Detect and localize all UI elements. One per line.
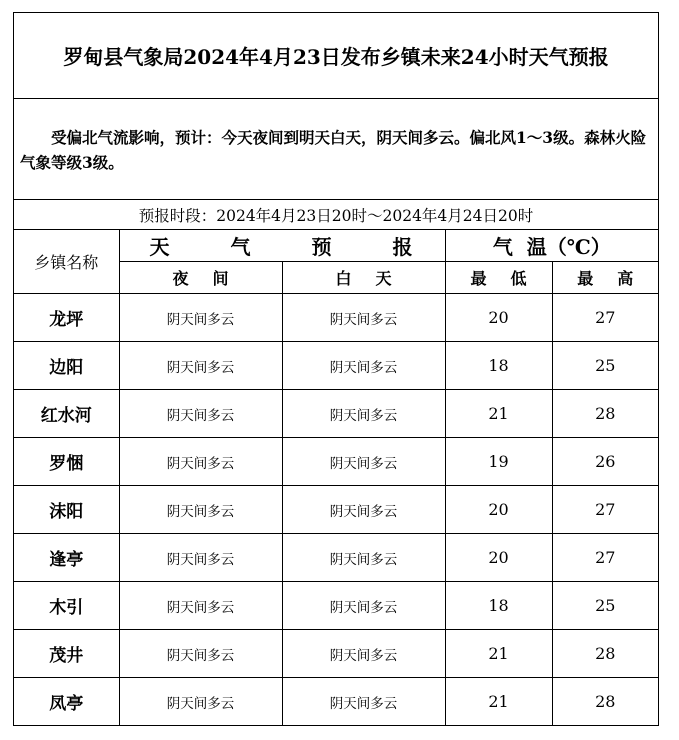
header-forecast-char: 报 — [392, 235, 413, 259]
night-weather: 阴天间多云 — [119, 678, 282, 726]
night-weather: 阴天间多云 — [119, 390, 282, 438]
header-row-1 — [14, 230, 658, 262]
day-weather: 阴天间多云 — [282, 438, 445, 486]
max-temperature: 28 — [552, 678, 658, 726]
town-name: 罗悃 — [14, 438, 119, 486]
table-row — [14, 342, 658, 390]
day-weather: 阴天间多云 — [282, 534, 445, 582]
table-row — [14, 438, 658, 486]
town-name: 边阳 — [14, 342, 119, 390]
forecast-summary: 受偏北气流影响，预计：今天夜间到明天白天，阴天间多云。偏北风1～3级。森林火险气象等级3级。 — [14, 99, 658, 200]
day-weather: 阴天间多云 — [282, 582, 445, 630]
header-temperature-label: 气 温（℃） — [492, 235, 611, 259]
day-weather: 阴天间多云 — [282, 678, 445, 726]
header-min-char: 最 — [470, 269, 487, 288]
header-forecast-char: 预 — [311, 235, 332, 259]
town-name: 茂井 — [14, 630, 119, 678]
table-row — [14, 630, 658, 678]
max-temperature: 28 — [552, 390, 658, 438]
header-night-char: 间 — [212, 269, 229, 288]
min-temperature: 20 — [445, 294, 552, 342]
night-weather: 阴天间多云 — [119, 582, 282, 630]
min-temperature: 20 — [445, 486, 552, 534]
max-temperature: 27 — [552, 534, 658, 582]
min-temperature: 19 — [445, 438, 552, 486]
header-forecast-char: 气 — [230, 235, 251, 259]
table-row — [14, 534, 658, 582]
town-name: 龙坪 — [14, 294, 119, 342]
forecast-sheet — [13, 12, 659, 726]
header-town: 乡镇名称 — [14, 230, 119, 294]
night-weather: 阴天间多云 — [119, 342, 282, 390]
header-day-char: 白 — [335, 269, 352, 288]
town-name: 凤亭 — [14, 678, 119, 726]
day-weather: 阴天间多云 — [282, 630, 445, 678]
min-temperature: 18 — [445, 582, 552, 630]
max-temperature: 27 — [552, 486, 658, 534]
forecast-table — [14, 230, 658, 725]
min-temperature: 18 — [445, 342, 552, 390]
page-title: 罗甸县气象局2024年4月23日发布乡镇未来24小时天气预报 — [14, 13, 658, 99]
day-weather: 阴天间多云 — [282, 486, 445, 534]
header-forecast — [119, 230, 445, 262]
min-temperature: 21 — [445, 390, 552, 438]
town-name: 逢亭 — [14, 534, 119, 582]
max-temperature: 28 — [552, 630, 658, 678]
day-weather: 阴天间多云 — [282, 390, 445, 438]
max-temperature: 25 — [552, 342, 658, 390]
table-row — [14, 294, 658, 342]
night-weather: 阴天间多云 — [119, 294, 282, 342]
header-night-char: 夜 — [172, 269, 189, 288]
day-weather: 阴天间多云 — [282, 294, 445, 342]
table-row — [14, 678, 658, 726]
min-temperature: 21 — [445, 630, 552, 678]
header-day — [282, 262, 445, 294]
header-night — [119, 262, 282, 294]
header-day-char: 天 — [375, 269, 392, 288]
night-weather: 阴天间多云 — [119, 486, 282, 534]
night-weather: 阴天间多云 — [119, 630, 282, 678]
table-row — [14, 390, 658, 438]
max-temperature: 26 — [552, 438, 658, 486]
town-name: 红水河 — [14, 390, 119, 438]
max-temperature: 25 — [552, 582, 658, 630]
header-forecast-char: 天 — [149, 235, 170, 259]
table-row — [14, 486, 658, 534]
header-max — [552, 262, 658, 294]
header-min-char: 低 — [510, 269, 527, 288]
header-temperature — [445, 230, 658, 262]
table-row — [14, 582, 658, 630]
night-weather: 阴天间多云 — [119, 534, 282, 582]
day-weather: 阴天间多云 — [282, 342, 445, 390]
min-temperature: 20 — [445, 534, 552, 582]
max-temperature: 27 — [552, 294, 658, 342]
town-name: 木引 — [14, 582, 119, 630]
night-weather: 阴天间多云 — [119, 438, 282, 486]
town-name: 沫阳 — [14, 486, 119, 534]
forecast-period: 预报时段：2024年4月23日20时～2024年4月24日20时 — [14, 201, 658, 230]
header-min — [445, 262, 552, 294]
min-temperature: 21 — [445, 678, 552, 726]
header-max-char: 最 — [577, 269, 594, 288]
header-max-char: 高 — [617, 269, 634, 288]
